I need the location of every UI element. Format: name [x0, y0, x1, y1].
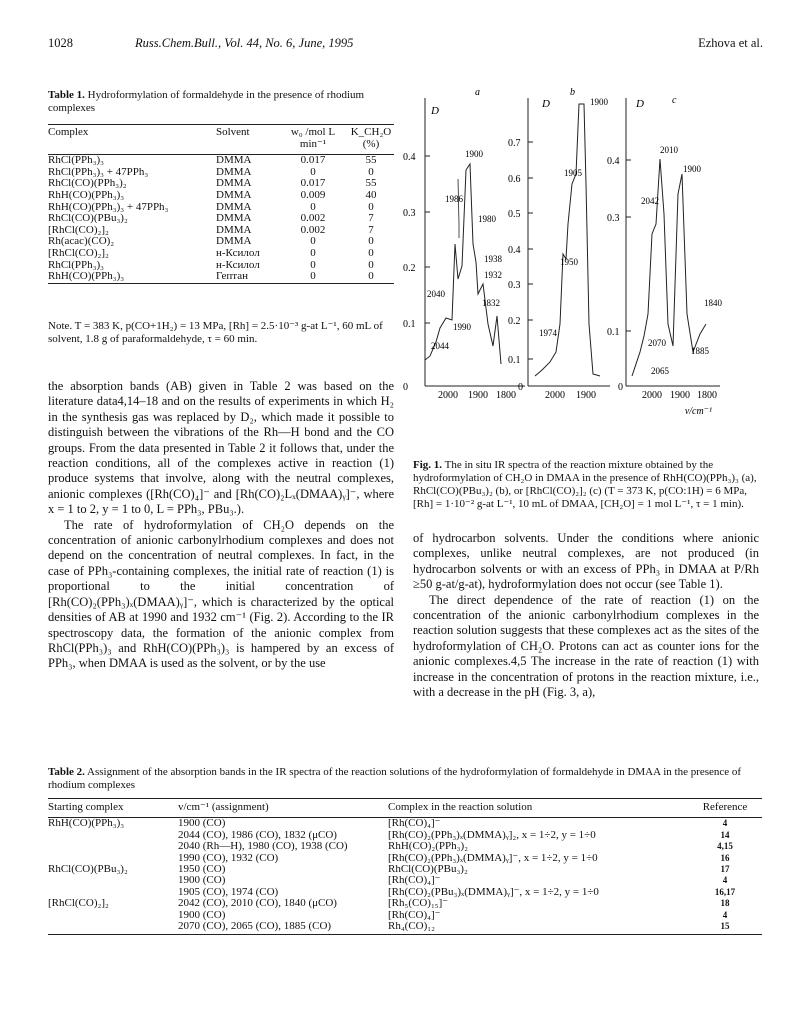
- figure1-caption: [413, 459, 759, 511]
- y-tick-label: 0.4: [508, 245, 521, 256]
- x-tick-label: 1900: [468, 390, 488, 401]
- table2-cell: [48, 910, 178, 921]
- panel-label-a: a: [475, 87, 480, 98]
- table2-cell: [Rh₅(CO)₁₅]⁻: [388, 897, 449, 910]
- table2-header-cell: v/cm⁻¹ (assignment): [178, 801, 269, 813]
- table1-cell: RhH(CO)(PPh₃)₃: [48, 270, 125, 283]
- table2-cell: 4: [722, 875, 728, 886]
- y-tick-label: 0.2: [403, 263, 416, 274]
- table2-cell: [48, 875, 178, 886]
- table2-cell: 1950 (CO): [178, 863, 226, 876]
- y-tick-label: 0.3: [607, 213, 620, 224]
- peak-label: 2010: [660, 145, 678, 155]
- x-tick-label: 1800: [496, 390, 516, 401]
- table1-label: Table 1.: [48, 89, 85, 101]
- table1-row: [48, 271, 394, 283]
- y-tick-label: 0.6: [508, 174, 521, 185]
- y-tick-label: 0: [618, 382, 623, 393]
- table1: [48, 124, 394, 284]
- peak-label: 1980: [478, 214, 496, 224]
- author-names: Ezhova et al.: [698, 36, 763, 50]
- table1-cell: RhCl(PPh₃)₃: [48, 154, 104, 167]
- table1-cell: 0.002: [300, 223, 326, 236]
- right-column-text: [413, 531, 759, 700]
- peak-label: 1938: [484, 254, 502, 264]
- paragraph: The direct dependence of the rate of reaction (1) on the concentration of the anionic carbonylrhodium complexes in the reaction solution suggests that these complexes act as the sites of the hydroformylation of CH₂O. Protons can act as counter ions for the anionic complexes.4,5 The increase in the rate of reaction (1) with increase in the concentration of protons in the reaction mixture, i.e., with a decrease in the pH (Fig. 3, a),: [413, 592, 759, 700]
- table1-cell: 0.009: [300, 188, 326, 201]
- table2-cell: RhCl(CO)(PBu₃)₂: [48, 863, 128, 876]
- x-tick-label: 2000: [545, 390, 565, 401]
- panel-c-axis-label: D: [636, 98, 644, 110]
- peak-label: 1986: [445, 194, 463, 204]
- table1-cell: Гептан: [216, 270, 249, 283]
- peak-label: 1900: [683, 164, 701, 174]
- table1-cell: DMMA: [216, 154, 252, 167]
- paragraph: the absorption bands (AB) given in Table 2 was based on the literature data4,14–18 and on the results of experiments in which H₂ in the synthesis gas was replaced by D₂, which made it possible to distinguish between the vibrations of the Rh—H bond and the CO groups. From the data presented in Table 2 it follows that, under the reaction conditions, all of the complexes active in reaction (1) produce systems that involve, along with the neutral complexes, anionic complexes ([Rh(CO)₄]⁻ and [Rh(CO)₂Lₓ(DMAA)ᵧ]⁻, where x = 1 to 2, y = 1 to 0, L = PPh₃, PBu₃.).: [48, 379, 394, 517]
- table2-header-cell: Complex in the reaction solution: [388, 801, 533, 813]
- table1-cell: 0: [368, 270, 374, 283]
- table1-cell: Rh(acac)(CO)₂: [48, 235, 115, 248]
- table1-cell: [RhCl(CO)₂]₂: [48, 246, 109, 259]
- table2-cell: 1990 (CO), 1932 (CO): [178, 851, 279, 864]
- table1-cell: 0: [368, 235, 374, 248]
- table1-cell: 0: [368, 258, 374, 271]
- panel-a-spectrum: [425, 164, 501, 364]
- peak-label: 2070: [648, 338, 666, 348]
- table2-row: [48, 898, 762, 909]
- table2-cell: [Rh(CO)₄]⁻: [388, 874, 441, 887]
- table2-cell: [48, 921, 178, 935]
- table1-cell: 0.002: [300, 212, 326, 225]
- table2-cell: 2044 (CO), 1986 (CO), 1832 (μCO): [178, 828, 337, 841]
- table1-cell: 40: [365, 188, 377, 201]
- table2: [48, 798, 762, 935]
- y-tick-label: 0.1: [508, 355, 521, 366]
- peak-label: 2065: [651, 366, 669, 376]
- table2-cell: 1900 (CO): [178, 908, 226, 921]
- peak-label: 1885: [691, 346, 709, 356]
- left-column-text: [48, 379, 394, 672]
- table1-cell: н-Ксилол: [216, 258, 260, 271]
- table2-row: [48, 841, 762, 852]
- y-tick-label: 0: [403, 382, 408, 393]
- table2-cell: Rh₄(CO)₁₂: [388, 921, 688, 935]
- figure1-caption-text: The in situ IR spectra of the reaction mixture obtained by the hydroformylation of CH₂O in DMAA in the presence of RhH(CO)(PPh₃)₃ (a), RhCl(CO)(PBu₃)₂ (b), or [RhCl(CO)₂]₂ (c) (T = 373 K, p(CO:1H) = 6 MPa, [Rh] = 1·10⁻² g-at L⁻¹, 10 mL of DMAA, [CH₂O] = 1 mol L⁻¹, τ = 1 min).: [413, 459, 757, 510]
- x-tick-label: 1900: [670, 390, 690, 401]
- x-tick-label: 2000: [438, 390, 458, 401]
- table2-cell: 2042 (CO), 2010 (CO), 1840 (μCO): [178, 897, 337, 910]
- table1-cell: DMMA: [216, 165, 252, 178]
- table2-cell: 1900 (CO): [178, 874, 226, 887]
- table1-cell: 0: [310, 270, 316, 283]
- table2-cell: [RhCl(CO)₂]₂: [48, 897, 109, 910]
- table2-cell: 4,15: [717, 841, 733, 852]
- x-axis-unit-label: v/cm⁻¹: [684, 406, 712, 417]
- panel-a: [403, 98, 525, 401]
- table1-cell: 0: [310, 165, 316, 178]
- table1-cell: [RhCl(CO)₂]₂: [48, 223, 109, 236]
- paragraph: The rate of hydroformylation of CH₂O depends on the concentration of anionic carbonylrhodium complexes and does not depend on the concentration of neutral complexes. In fact, in the case of PPh₃-containing complexes, the initial rate of reaction (1) is proportional to the initial concentration of [Rh(CO)₂(PPh₃)ₓ(DMAA)ᵧ]⁻, which is characterized by the optical densities of AB at 1990 and 1932 cm⁻¹ (Fig. 2). According to the IR spectroscopy data, the formation of the anionic complex from RhCl(PPh₃)₃ and RhH(CO)(PPh₃)₃ is hampered by an excess of PPh₃, when DMAA is used as the solvent, or by the use: [48, 517, 394, 671]
- peak-label: 1900: [590, 97, 608, 107]
- y-tick-label: 0.2: [508, 316, 521, 327]
- x-tick-label: 2000: [642, 390, 662, 401]
- figure1-label: Fig. 1.: [413, 459, 443, 471]
- table1-header-cell: Solvent: [216, 126, 250, 138]
- table1-cell: 0.017: [300, 154, 326, 167]
- table2-cell: 17: [720, 864, 730, 875]
- table2-cell: [48, 841, 178, 852]
- table2-cell: 1905 (CO), 1974 (CO): [178, 885, 279, 898]
- peak-label: 1832: [482, 298, 500, 308]
- table1-cell: DMMA: [216, 200, 252, 213]
- table1-cell: 55: [365, 177, 377, 190]
- y-tick-label: 0: [518, 382, 523, 393]
- panel-label-c: c: [672, 95, 677, 106]
- y-tick-label: 0.4: [607, 156, 620, 167]
- table2-cell: RhCl(CO)(PBu₃)₂: [388, 863, 468, 876]
- x-tick-label: 1800: [697, 390, 717, 401]
- panel-b: [508, 97, 610, 401]
- table1-cell: 0: [368, 246, 374, 259]
- table1-cell: 0: [310, 258, 316, 271]
- y-tick-label: 0.5: [508, 209, 521, 220]
- peak-label: 2042: [641, 196, 659, 206]
- table2-cell: 2040 (Rh—H), 1980 (CO), 1938 (CO): [178, 840, 348, 853]
- table2-row: [48, 921, 762, 935]
- table1-cell: 0.017: [300, 177, 326, 190]
- peak-label: 1905: [564, 168, 582, 178]
- panel-c: [607, 98, 723, 401]
- table2-cell: 2070 (CO), 2065 (CO), 1885 (CO): [178, 921, 388, 935]
- spectrum-trace: [458, 179, 459, 238]
- panel-b-axis-label: D: [542, 98, 550, 110]
- table1-cell: 0: [310, 200, 316, 213]
- table1-cell: DMMA: [216, 177, 252, 190]
- table1-cell: DMMA: [216, 212, 252, 225]
- table2-cell: 1900 (CO): [178, 817, 226, 830]
- table2-cell: 14: [720, 829, 730, 840]
- table2-cell: [Rh(CO)₂(PBu₃)ₓ(DMMA)ᵧ]⁻, x = 1÷2, y = 1÷0: [388, 885, 599, 898]
- paragraph: of hydrocarbon solvents. Under the conditions where anionic complexes, unlike neutral complexes, are not produced (in hydrocarbon solvents or with an excess of PPh₃ in DMAA at P/Rh ≥50 g-at/g-at), hydroformylation does not occur (see Table 1).: [413, 531, 759, 592]
- table1-caption: [48, 89, 393, 115]
- table1-cell: 7: [368, 223, 374, 236]
- table2-cell: 4: [722, 818, 728, 829]
- y-tick-label: 0.7: [508, 138, 521, 149]
- table1-caption-text: Hydroformylation of formaldehyde in the presence of rhodium complexes: [48, 89, 365, 114]
- table1-cell: RhCl(CO)(PBu₃)₂: [48, 212, 128, 225]
- table1-cell: н-Ксилол: [216, 246, 260, 259]
- table1-cell: DMMA: [216, 235, 252, 248]
- peak-label: 1990: [453, 322, 471, 332]
- table1-header-cell: Complex: [48, 126, 89, 138]
- table2-cell: [Rh(CO)₂(PPh₃)ₓ(DMMA)ᵧ]⁻, x = 1÷2, y = 1÷0: [388, 851, 598, 864]
- table2-label: Table 2.: [48, 766, 85, 778]
- table1-cell: 0: [310, 235, 316, 248]
- table1-cell: RhCl(PPh₃)₃: [48, 258, 104, 271]
- peak-label: 1950: [560, 257, 578, 267]
- table1-body: [48, 155, 394, 284]
- peak-label: 1900: [465, 149, 483, 159]
- peak-label: 2044: [431, 341, 449, 351]
- table1-note: Note. T = 383 K, p(CO+1H₂) = 13 MPa, [Rh] = 2.5·10⁻³ g-at L⁻¹, 60 mL of solvent, 1.8 g of paraformaldehyde, τ = 60 min.: [48, 320, 383, 345]
- table1-cell: DMMA: [216, 223, 252, 236]
- table1-cell: 0: [310, 246, 316, 259]
- y-tick-label: 0.4: [403, 152, 416, 163]
- table1-header-row: [48, 125, 394, 155]
- figure1-ir-spectra: [400, 84, 770, 424]
- table1-cell: 0: [368, 165, 374, 178]
- table1-header-cell: w₀ /mol L min⁻¹: [290, 126, 336, 150]
- table1-row: [48, 155, 394, 167]
- table1-cell: 0: [368, 200, 374, 213]
- table2-body: [48, 818, 762, 935]
- table1-cell: DMMA: [216, 188, 252, 201]
- table2-caption-text: Assignment of the absorption bands in the IR spectra of the reaction solutions of the hydroformylation of formaldehyde in DMAA in the presence of rhodium complexes: [48, 766, 742, 791]
- page-number: 1028: [48, 36, 73, 50]
- y-tick-label: 0.3: [508, 280, 521, 291]
- peak-label: 1932: [484, 270, 502, 280]
- table2-header-cell: Starting complex: [48, 801, 124, 813]
- peak-label: 2040: [427, 289, 445, 299]
- y-tick-label: 0.1: [403, 319, 416, 330]
- table1-row: [48, 213, 394, 225]
- table1-cell: RhH(CO)(PPh₃)₃: [48, 188, 125, 201]
- table2-cell: 16: [720, 852, 730, 863]
- table1-cell: 7: [368, 212, 374, 225]
- table2-cell: 4: [722, 909, 728, 920]
- table1-cell: 55: [365, 154, 377, 167]
- table2-cell: [Rh(CO)₂(PPh₃)ₓ(DMMA)ᵧ]₂, x = 1÷2, y = 1÷0: [388, 828, 596, 841]
- y-tick-label: 0.3: [403, 208, 416, 219]
- table2-cell: [48, 830, 178, 841]
- table1-header-cell: K_CH₂O (%): [350, 126, 392, 150]
- y-tick-label: 0.1: [607, 327, 620, 338]
- table1-cell: RhCl(CO)(PPh₃)₂: [48, 177, 127, 190]
- table2-cell: RhH(CO)₂(PPh₃)₂: [388, 840, 468, 853]
- table2-caption: [48, 766, 762, 792]
- x-tick-label: 1900: [576, 390, 596, 401]
- table2-cell: 18: [720, 898, 730, 909]
- table2-cell: RhH(CO)(PPh₃)₃: [48, 817, 125, 830]
- peak-label: 1840: [704, 298, 722, 308]
- panel-label-b: b: [570, 87, 575, 98]
- table2-cell: [Rh(CO)₄]⁻: [388, 817, 441, 830]
- peak-label: 1974: [539, 328, 557, 338]
- journal-citation: Russ.Chem.Bull., Vol. 44, No. 6, June, 1995: [135, 36, 354, 50]
- panel-a-axis-label: D: [431, 105, 439, 117]
- table2-cell: [Rh(CO)₄]⁻: [388, 908, 441, 921]
- table2-header-row: [48, 799, 762, 818]
- table1-cell: RhH(CO)(PPh₃)₃ + 47PPh₃: [48, 200, 169, 213]
- table2-cell: 15: [688, 921, 762, 935]
- table2-cell: 16,17: [714, 886, 736, 897]
- table1-row: [48, 190, 394, 202]
- table2-header-cell: Reference: [702, 801, 748, 813]
- table1-cell: RhCl(PPh₃)₃ + 47PPh₃: [48, 165, 149, 178]
- table1-row: [48, 248, 394, 260]
- panel-c-spectrum: [632, 159, 706, 376]
